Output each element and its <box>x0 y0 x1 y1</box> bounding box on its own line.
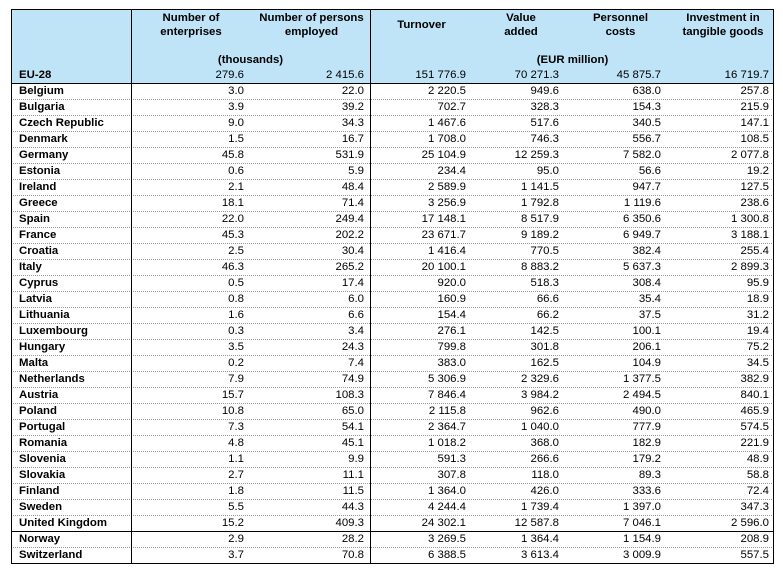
table-cell: 531.9 <box>335 149 364 161</box>
row-label: Malta <box>19 357 49 369</box>
row-label: Latvia <box>19 293 52 305</box>
table-cell: 3 188.1 <box>730 229 769 241</box>
table-cell: 37.5 <box>638 309 661 321</box>
table-cell: 382.9 <box>740 373 769 385</box>
table-cell: 22.0 <box>341 85 364 97</box>
table-cell: 276.1 <box>437 325 466 337</box>
table-cell: 66.2 <box>536 309 559 321</box>
table-cell: 1 300.8 <box>730 213 769 225</box>
table-cell: 18.1 <box>221 197 244 209</box>
table-cell: 24.3 <box>341 341 364 353</box>
table-cell: 20 100.1 <box>421 261 466 273</box>
header-enterprises: Number of enterprises <box>160 12 222 38</box>
row-label: Bulgaria <box>19 101 65 113</box>
table-cell: 45.1 <box>341 437 364 449</box>
table-cell: 3.4 <box>348 325 364 337</box>
table-cell: 70.8 <box>341 549 364 561</box>
table-cell: 770.5 <box>530 245 559 257</box>
table-cell: 1 364.4 <box>520 533 559 545</box>
row-label: Cyprus <box>19 277 59 289</box>
table-cell: 518.3 <box>530 277 559 289</box>
table-cell: 1 119.6 <box>623 197 661 209</box>
table-cell: 6 388.5 <box>427 549 466 561</box>
table-cell: 234.4 <box>437 165 466 177</box>
table-cell: 44.3 <box>341 501 364 513</box>
table-cell: 48.9 <box>746 453 769 465</box>
table-cell: 465.9 <box>740 405 769 417</box>
table-cell: 1 792.8 <box>520 197 559 209</box>
table-cell: 108.3 <box>335 389 364 401</box>
table-cell: 383.0 <box>437 357 466 369</box>
row-label: Sweden <box>19 501 63 513</box>
table-cell: 179.2 <box>632 453 661 465</box>
table-cell: 490.0 <box>632 405 661 417</box>
table-cell: 75.2 <box>746 341 769 353</box>
row-label: Portugal <box>19 421 66 433</box>
table-cell: 7.3 <box>228 421 244 433</box>
table-cell: 11.5 <box>342 485 364 497</box>
table-cell: 182.9 <box>632 437 661 449</box>
table-cell: 34.3 <box>341 117 364 129</box>
table-cell: 221.9 <box>740 437 769 449</box>
table-cell: 1 154.9 <box>622 533 661 545</box>
table-cell: 7.4 <box>348 357 364 369</box>
table-cell: 6.0 <box>348 293 364 305</box>
table-cell: 2.5 <box>228 245 244 257</box>
table-cell: 151 776.9 <box>415 69 466 81</box>
table-cell: 3.5 <box>228 341 244 353</box>
row-label: Finland <box>19 485 60 497</box>
row-label: Ireland <box>19 181 57 193</box>
table-cell: 5 306.9 <box>427 373 466 385</box>
table-cell: 3 269.5 <box>427 533 466 545</box>
table-border <box>11 9 774 564</box>
table-cell: 266.6 <box>530 453 559 465</box>
table-cell: 255.4 <box>740 245 769 257</box>
row-label: France <box>19 229 57 241</box>
table-cell: 66.6 <box>536 293 559 305</box>
table-cell: 3.9 <box>228 101 244 113</box>
table-cell: 147.1 <box>740 117 769 129</box>
table-cell: 5 637.3 <box>622 261 661 273</box>
table-cell: 949.6 <box>530 85 559 97</box>
table-cell: 920.0 <box>437 277 466 289</box>
table-cell: 25 104.9 <box>421 149 466 161</box>
table-cell: 127.5 <box>740 181 769 193</box>
row-label: Luxembourg <box>19 325 88 337</box>
table-cell: 100.1 <box>632 325 661 337</box>
table-cell: 0.6 <box>228 165 244 177</box>
table-cell: 556.7 <box>632 133 661 145</box>
table-cell: 1 141.5 <box>520 181 559 193</box>
row-label: Germany <box>19 149 69 161</box>
table-cell: 1 467.6 <box>427 117 466 129</box>
table-cell: 307.8 <box>437 469 466 481</box>
table-cell: 347.3 <box>740 501 769 513</box>
table-cell: 1 377.5 <box>622 373 661 385</box>
table-cell: 1 364.0 <box>427 485 466 497</box>
row-label: Greece <box>19 197 58 209</box>
table-cell: 48.4 <box>341 181 364 193</box>
table-cell: 58.8 <box>746 469 769 481</box>
table-cell: 7.9 <box>228 373 244 385</box>
table-cell: 6 350.6 <box>622 213 661 225</box>
table-cell: 1.5 <box>228 133 244 145</box>
table-cell: 17.4 <box>341 277 364 289</box>
column-divider <box>131 9 132 564</box>
unit-thousands: (thousands) <box>217 54 284 66</box>
table-cell: 31.2 <box>746 309 769 321</box>
row-label: Belgium <box>19 85 64 97</box>
table-cell: 16 719.7 <box>724 69 769 81</box>
row-label: Italy <box>19 261 42 273</box>
table-cell: 2 329.6 <box>520 373 559 385</box>
table-cell: 799.8 <box>437 341 466 353</box>
table-cell: 1 708.0 <box>427 133 466 145</box>
table-cell: 56.6 <box>638 165 661 177</box>
table-cell: 1 018.2 <box>427 437 466 449</box>
row-label: Croatia <box>19 245 59 257</box>
table-cell: 206.1 <box>632 341 661 353</box>
table-cell: 22.0 <box>221 213 244 225</box>
table-cell: 118.0 <box>531 469 559 481</box>
row-label: Spain <box>19 213 51 225</box>
table-cell: 308.4 <box>632 277 661 289</box>
table-cell: 39.2 <box>341 101 364 113</box>
table-cell: 6 949.7 <box>622 229 661 241</box>
table-cell: 333.6 <box>632 485 661 497</box>
row-label: Norway <box>19 533 61 545</box>
header-personnel-costs: Personnel costs <box>592 12 649 38</box>
table-cell: 18.9 <box>746 293 769 305</box>
table-cell: 9.0 <box>228 117 244 129</box>
table-cell: 2 364.7 <box>427 421 466 433</box>
table-cell: 3 613.4 <box>520 549 559 561</box>
table-cell: 19.4 <box>746 325 769 337</box>
table-cell: 249.4 <box>335 213 364 225</box>
header-turnover: Turnover <box>397 19 446 31</box>
table-cell: 368.0 <box>530 437 559 449</box>
table-cell: 8 517.9 <box>520 213 559 225</box>
table-cell: 12 259.3 <box>514 149 559 161</box>
table-cell: 215.9 <box>740 101 769 113</box>
table-cell: 2 596.0 <box>730 517 769 529</box>
table-cell: 1.1 <box>228 453 244 465</box>
table-cell: 746.3 <box>530 133 559 145</box>
table-cell: 34.5 <box>746 357 769 369</box>
table-cell: 11.1 <box>342 469 364 481</box>
table-cell: 95.0 <box>536 165 559 177</box>
table-cell: 16.7 <box>341 133 364 145</box>
table-cell: 382.4 <box>632 245 661 257</box>
table-cell: 1.8 <box>228 485 244 497</box>
header-persons-employed: Number of persons employed <box>259 12 364 38</box>
table-cell: 17 148.1 <box>421 213 466 225</box>
unit-eur-million: (EUR million) <box>536 54 609 66</box>
table-cell: 28.2 <box>341 533 364 545</box>
table-cell: 3 009.9 <box>622 549 661 561</box>
row-label: Denmark <box>19 133 68 145</box>
table-cell: 72.4 <box>746 485 769 497</box>
header-investment: Investment in tangible goods <box>682 12 764 38</box>
table-cell: 3 256.9 <box>427 197 466 209</box>
table-cell: 279.6 <box>215 69 244 81</box>
table-cell: 35.4 <box>638 293 661 305</box>
table-cell: 5.9 <box>348 165 364 177</box>
table-cell: 142.5 <box>530 325 559 337</box>
table-cell: 591.3 <box>437 453 466 465</box>
table-cell: 54.1 <box>341 421 364 433</box>
table-cell: 3.7 <box>228 549 244 561</box>
table-cell: 24 302.1 <box>421 517 466 529</box>
row-label: Slovakia <box>19 469 66 481</box>
table-cell: 8 883.2 <box>520 261 559 273</box>
table-cell: 154.3 <box>632 101 661 113</box>
table-cell: 30.4 <box>341 245 364 257</box>
table-cell: 162.5 <box>530 357 559 369</box>
table-cell: 45 875.7 <box>616 69 661 81</box>
table-cell: 2 077.8 <box>730 149 769 161</box>
table-cell: 1.6 <box>228 309 244 321</box>
table-cell: 15.2 <box>221 517 244 529</box>
column-divider <box>370 9 371 564</box>
row-label: EU-28 <box>19 69 52 81</box>
table-cell: 71.4 <box>341 197 364 209</box>
table-cell: 2 115.8 <box>428 405 466 417</box>
table-cell: 2 899.3 <box>730 261 769 273</box>
table-cell: 0.8 <box>228 293 244 305</box>
table-cell: 1 416.4 <box>427 245 466 257</box>
row-label: Slovenia <box>19 453 66 465</box>
row-label: Austria <box>19 389 59 401</box>
table-cell: 10.8 <box>221 405 244 417</box>
table-cell: 702.7 <box>437 101 466 113</box>
table-cell: 340.5 <box>632 117 661 129</box>
table-cell: 65.0 <box>341 405 364 417</box>
table-cell: 0.3 <box>228 325 244 337</box>
table-cell: 12 587.8 <box>514 517 559 529</box>
table-cell: 238.6 <box>740 197 769 209</box>
table-cell: 2 589.9 <box>427 181 466 193</box>
table-cell: 9 189.2 <box>520 229 559 241</box>
table-cell: 777.9 <box>632 421 661 433</box>
table-cell: 46.3 <box>221 261 244 273</box>
table-cell: 1 739.4 <box>520 501 559 513</box>
table-cell: 45.3 <box>221 229 244 241</box>
row-label: Netherlands <box>19 373 85 385</box>
row-label: Estonia <box>19 165 61 177</box>
table-cell: 154.4 <box>437 309 466 321</box>
table-cell: 0.5 <box>228 277 244 289</box>
table-cell: 557.5 <box>740 549 769 561</box>
table-cell: 2 220.5 <box>427 85 466 97</box>
table-cell: 409.3 <box>335 517 364 529</box>
table-cell: 5.5 <box>228 501 244 513</box>
table-cell: 2 415.6 <box>325 69 364 81</box>
table-cell: 840.1 <box>740 389 769 401</box>
table-cell: 15.7 <box>221 389 244 401</box>
row-label: Romania <box>19 437 68 449</box>
table-cell: 1 040.0 <box>520 421 559 433</box>
table-cell: 517.6 <box>530 117 559 129</box>
table-cell: 4.8 <box>228 437 244 449</box>
table-cell: 95.9 <box>746 277 769 289</box>
table-cell: 2.1 <box>228 181 244 193</box>
table-cell: 301.8 <box>530 341 559 353</box>
table-cell: 1 397.0 <box>622 501 661 513</box>
row-label: Hungary <box>19 341 66 353</box>
table-cell: 3 984.2 <box>520 389 559 401</box>
table-cell: 2.9 <box>228 533 244 545</box>
table-cell: 74.9 <box>341 373 364 385</box>
row-label: Czech Republic <box>19 117 104 129</box>
row-label: Switzerland <box>19 549 83 561</box>
table-cell: 328.3 <box>530 101 559 113</box>
table-cell: 9.9 <box>348 453 364 465</box>
table-cell: 0.2 <box>228 357 244 369</box>
table-cell: 104.9 <box>632 357 661 369</box>
table-cell: 4 244.4 <box>427 501 466 513</box>
table-cell: 574.5 <box>740 421 769 433</box>
table-cell: 7 046.1 <box>622 517 661 529</box>
table-cell: 2 494.5 <box>622 389 661 401</box>
table-cell: 45.8 <box>221 149 244 161</box>
table-cell: 947.7 <box>632 181 661 193</box>
table-cell: 23 671.7 <box>421 229 466 241</box>
table-cell: 3.0 <box>228 85 244 97</box>
table-cell: 19.2 <box>746 165 769 177</box>
table-cell: 70 271.3 <box>514 69 559 81</box>
table-cell: 89.3 <box>638 469 661 481</box>
table-cell: 2.7 <box>228 469 244 481</box>
table-cell: 108.5 <box>740 133 769 145</box>
header-value-added: Value added <box>504 12 538 38</box>
table-cell: 638.0 <box>632 85 661 97</box>
table-cell: 202.2 <box>335 229 364 241</box>
table-cell: 257.8 <box>740 85 769 97</box>
row-label: United Kingdom <box>19 517 107 529</box>
table-cell: 7 846.4 <box>427 389 466 401</box>
row-label: Poland <box>19 405 57 417</box>
row-label: Lithuania <box>19 309 70 321</box>
table-cell: 160.9 <box>437 293 466 305</box>
table-cell: 426.0 <box>530 485 559 497</box>
table-cell: 6.6 <box>348 309 364 321</box>
table-cell: 265.2 <box>335 261 364 273</box>
table-cell: 962.6 <box>530 405 559 417</box>
table-cell: 208.9 <box>740 533 769 545</box>
table-cell: 7 582.0 <box>622 149 661 161</box>
